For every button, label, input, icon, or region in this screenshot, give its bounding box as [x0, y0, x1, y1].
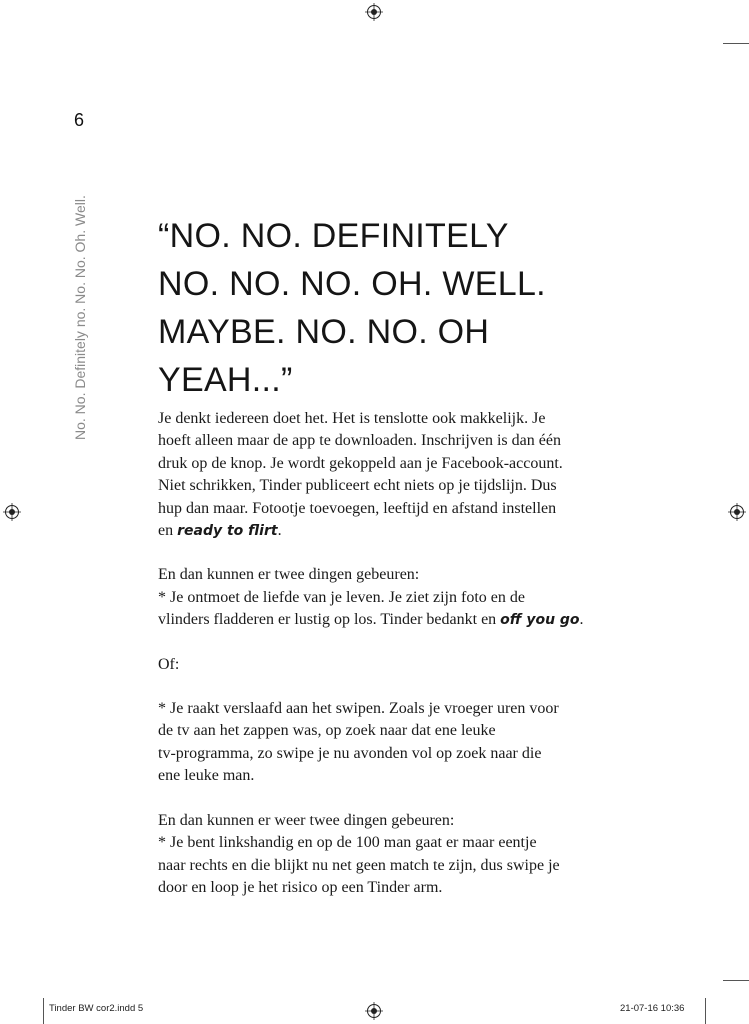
emphasis-text: ready to flirt — [177, 523, 278, 540]
crop-mark-bottom-right-vertical — [705, 998, 706, 1024]
text-line: * Je raakt verslaafd aan het swipen. Zoals je vroeger uren voor — [158, 700, 559, 718]
chapter-title-line: YEAH...” — [158, 361, 293, 399]
text-line: hoeft alleen maar de app te downloaden. Inschrijven is dan één — [158, 432, 561, 450]
paragraph-intro — [158, 408, 628, 542]
footer-timestamp: 21-07-16 10:36 — [620, 1003, 685, 1014]
chapter-title-line: NO. NO. NO. OH. WELL. — [158, 265, 546, 303]
text-line: naar rechts en die blijkt nu net geen match te zijn, dus swipe je — [158, 856, 560, 874]
chapter-title-line: MAYBE. NO. NO. OH — [158, 313, 490, 351]
text-line: * Je bent linkshandig en op de 100 man gaat er maar eentje — [158, 834, 537, 852]
paragraph-or — [158, 654, 628, 676]
chapter-title-line: “NO. NO. DEFINITELY — [158, 217, 509, 255]
footer-filename: Tinder BW cor2.indd 5 — [49, 1003, 144, 1014]
text-fragment: . — [579, 611, 584, 629]
text-fragment: en — [158, 522, 178, 540]
page-number: 6 — [74, 110, 85, 130]
text-line: En dan kunnen er twee dingen gebeuren: — [158, 566, 420, 584]
text-line: tv-programma, zo swipe je nu avonden vol op zoek naar die — [158, 744, 542, 762]
text-line — [158, 520, 628, 542]
text-line: En dan kunnen er weer twee dingen gebeuren: — [158, 811, 455, 829]
text-line: Niet schrikken, Tinder publiceert echt niets op je tijdslijn. Dus — [158, 477, 557, 495]
text-line: * Je ontmoet de liefde van je leven. Je ziet zijn foto en de — [158, 588, 525, 606]
body-text — [158, 408, 628, 921]
text-line: de tv aan het zappen was, op zoek naar dat ene leuke — [158, 722, 496, 740]
text-fragment: . — [277, 522, 282, 540]
paragraph-addicted — [158, 698, 628, 788]
running-head: No. No. Definitely no. No. No. Oh. Well. — [72, 195, 88, 440]
text-line — [158, 609, 628, 631]
chapter-title — [158, 212, 638, 404]
crop-mark-bottom-right — [723, 980, 749, 981]
text-line: druk op de knop. Je wordt gekoppeld aan je Facebook-account. — [158, 454, 563, 472]
text-fragment: vlinders fladderen er lustig op los. Tinder bedankt en — [158, 611, 501, 629]
registration-mark-right-icon — [728, 503, 746, 521]
text-line: door en loop je het risico op een Tinder arm. — [158, 878, 443, 896]
paragraph-left-handed — [158, 810, 628, 900]
crop-mark-top-right — [723, 43, 749, 44]
text-line: Je denkt iedereen doet het. Het is tenslotte ook makkelijk. Je — [158, 410, 546, 427]
registration-mark-left-icon — [3, 503, 21, 521]
crop-mark-bottom-left-vertical — [43, 998, 44, 1024]
text-line: hup dan maar. Fotootje toevoegen, leeftijd en afstand instellen — [158, 499, 557, 517]
registration-mark-bottom-icon — [365, 1002, 383, 1020]
text-line: ene leuke man. — [158, 767, 255, 785]
emphasis-text: off you go — [500, 612, 580, 629]
registration-mark-top-icon — [365, 3, 383, 21]
paragraph-two-things — [158, 564, 628, 631]
text-line: Of: — [158, 655, 180, 673]
